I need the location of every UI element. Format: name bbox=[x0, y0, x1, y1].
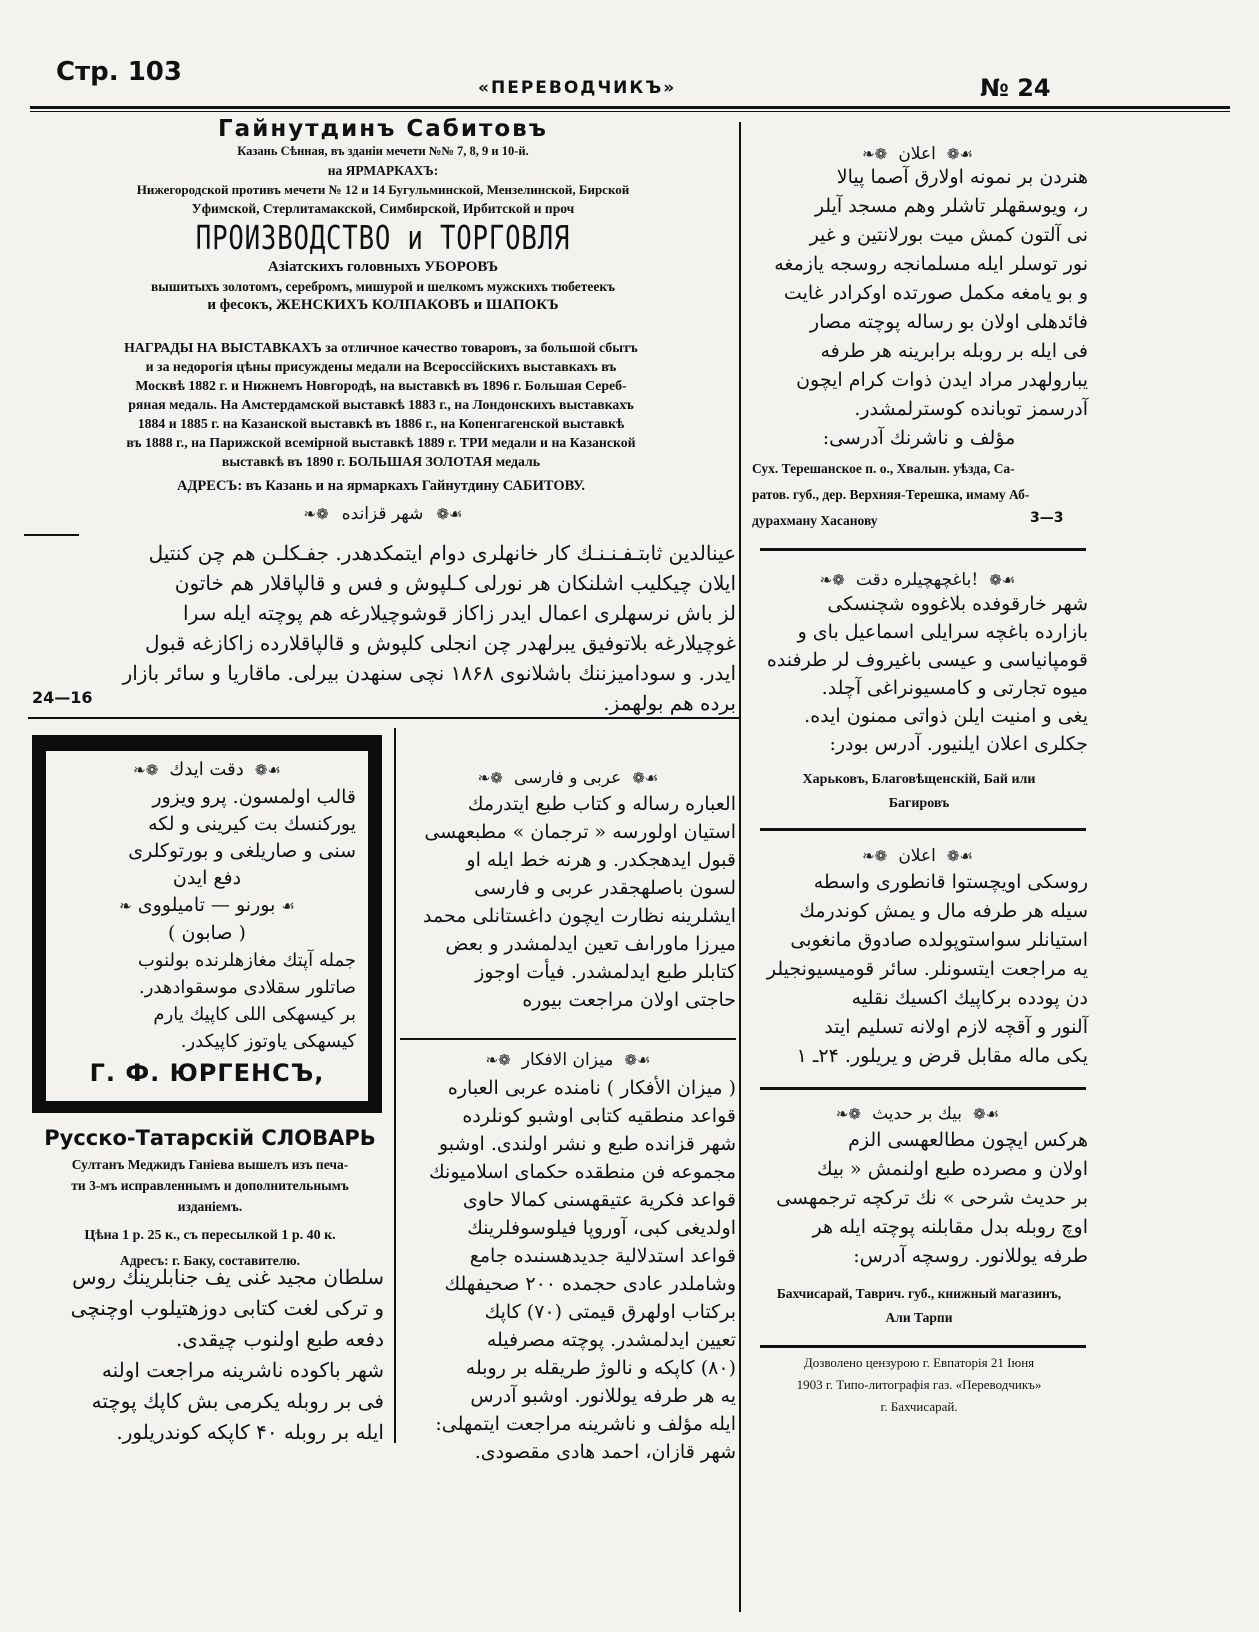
hadith-body bbox=[750, 1126, 1088, 1271]
award-line: НАГРАДЫ НА ВЫСТАВКАХЪ за отличное качество товаровъ, за большой сбытъ bbox=[124, 340, 638, 355]
elan-top-body bbox=[750, 163, 1088, 453]
arabic-persian-line: استيان اولورسه « ترجمان » مطبعهسى bbox=[424, 821, 736, 843]
award-line: 1884 и 1885 г. на Казанской выставкѣ въ 1886 г., на Копенгагенской выставкѣ bbox=[137, 416, 625, 431]
ornament-icon: ☙ bbox=[281, 897, 295, 915]
gardeners-line: بازارده باغچه سرايلى اسماعيل باى و bbox=[797, 621, 1088, 643]
sabitov-subline: вышитыхъ золотомъ, серебромъ, мишурой и шелкомъ мужскихъ тюбетеекъ bbox=[150, 279, 615, 294]
elan-bottom-line: سيله هر طرفه مال و يمش كوندرمك bbox=[799, 900, 1088, 922]
elan-bottom-heading-row bbox=[745, 842, 1090, 871]
elan-top-line: فى ايله بر روبله برابرينه هر طرفه bbox=[820, 340, 1088, 362]
gardeners-line: يغى و امنيت ايلن ذواتى ممنون ايده. bbox=[804, 705, 1088, 727]
mizan-line: تعيين ايدلمشدر. پوچته مصرفيله bbox=[486, 1329, 736, 1351]
mizan-body bbox=[404, 1074, 736, 1466]
elan-top-line: آدرسمز توبانده كوسترلمشدر. bbox=[854, 398, 1088, 420]
award-line: въ 1888 г., на Парижской всемірной выставкѣ 1889 г. ТРИ медали и на Казанской bbox=[126, 435, 636, 450]
hadith-address-line: Бахчисарай, Таврич. губ., книжный магазинъ, bbox=[776, 1286, 1062, 1301]
award-line: ряная медаль. На Амстердамской выставкѣ 1883 г., на Лондонскихъ выставкахъ bbox=[128, 397, 634, 412]
kazan-line: ايدر. و سوداميزننك باشلانوى ۱۸۶۸ نچى سنهدن بيرلى. ماقاريا و سائر بازار bbox=[122, 661, 736, 685]
ornament-icon: ❧❁ bbox=[303, 505, 329, 523]
mizan-line: بركتاب اولهرق قيمتى (۷۰) كاپك bbox=[484, 1301, 736, 1323]
elan-bottom-line: دن پودده بركاپيك اكسيك نقليه bbox=[851, 987, 1088, 1009]
jurgens-line: يوركنسك بت كيرينى و لكه bbox=[148, 813, 356, 835]
page-number-label: Стр. 103 bbox=[56, 57, 182, 87]
sabitov-name: Гайнутдинъ Сабитовъ bbox=[218, 116, 548, 142]
dictionary-ar-line: دفعه طبع اولنوب چيقدى. bbox=[175, 1327, 384, 1351]
jurgens-line: قالب اولمسون. پرو ويزور bbox=[152, 786, 356, 808]
elan-bottom-line: يكى ماله مقابل قرض و يريلور. ۲۴ـ ۱ bbox=[796, 1045, 1088, 1067]
sabitov-line: на ЯРМАРКАХЪ: bbox=[327, 163, 439, 178]
elan-bottom-body bbox=[750, 868, 1088, 1071]
ornament-icon: ❁☙ bbox=[946, 145, 973, 163]
ornament-icon: ❧❁ bbox=[485, 1051, 511, 1069]
ornament-icon: ❁☙ bbox=[989, 571, 1016, 589]
elan-top-line: و بو يامغه مكمل صورتده اوكرادر غايت bbox=[783, 282, 1088, 304]
arabic-persian-line: لسون باصلهجقدر عربى و فارسى bbox=[474, 877, 736, 899]
hadith-heading: بيك بر حديث bbox=[872, 1104, 963, 1124]
arabic-persian-line: ميرزا ماوراىف تعين ايدلمشدر و بعض bbox=[445, 933, 736, 955]
rule-hadith bbox=[760, 1345, 1086, 1348]
elan-bottom-line: روسكى اويچستوا قانطورى واسطه bbox=[813, 871, 1088, 893]
sabitov-line: Нижегородской противъ мечети № 12 и 14 Бугульминской, Мензелинской, Бирской bbox=[136, 182, 630, 197]
elan-top-line: فائدهلى اولان بو رساله پوچته مصار bbox=[809, 311, 1088, 333]
hadith-address-line: Али Тарпи bbox=[885, 1310, 953, 1325]
elan-top-author-label: مؤلف و ناشرنك آدرسى: bbox=[822, 427, 1016, 449]
jurgens-product-sub: ( صابون ) bbox=[168, 922, 246, 944]
jurgens-ad-frame bbox=[32, 735, 382, 1113]
arabic-persian-body bbox=[404, 790, 736, 1014]
jurgens-heading-row bbox=[46, 755, 368, 784]
dictionary-ar-line: شهر باكوده ناشرينه مراجعت اولنه bbox=[101, 1358, 384, 1382]
ornament-icon: ❧❁ bbox=[835, 1105, 861, 1123]
elan-top-address-line: дурахману Хасанову bbox=[752, 513, 878, 528]
gardeners-address bbox=[750, 768, 1088, 816]
kazan-line: ايلان چيكليب اشلنكان هر نورلى كـلپوش و فس و قالپاقلار هم خاتون bbox=[174, 571, 736, 595]
ornament-icon: ❧ bbox=[119, 897, 132, 915]
dictionary-ar-line: ايله بر روبله ۴۰ كاپكه كوندريلور. bbox=[116, 1420, 384, 1444]
elan-top-line: نى آلتون كمش ميت بورلانتين و غير bbox=[809, 224, 1088, 246]
award-line: и за недорогія цѣны присуждены медали на Всероссійскихъ выставкахъ въ bbox=[145, 359, 617, 374]
ornament-icon: ❧❁ bbox=[477, 769, 503, 787]
kazan-notice-heading: شهر قزانده bbox=[341, 504, 424, 524]
jurgens-product: بورنو — تاميلووى bbox=[137, 894, 276, 916]
arabic-persian-line: العباره رساله و كتاب طبع ايتدرمك bbox=[467, 793, 736, 815]
ornament-icon: ❧❁ bbox=[862, 145, 888, 163]
kazan-notice-body bbox=[30, 538, 736, 718]
jurgens-ad-panel bbox=[46, 751, 368, 1101]
ornament-icon: ❁☙ bbox=[946, 847, 973, 865]
mizan-line: قواعد منطقيه كتابى اوشبو كونلرده bbox=[462, 1105, 736, 1127]
gardeners-heading: باغچهچيلره دقت! bbox=[855, 570, 979, 590]
mizan-line: اولديغى كبى، آوروپا فيلوسوفلرينك bbox=[467, 1217, 736, 1239]
gardeners-line: جكلرى اعلان ايلنيور. آدرس بودر: bbox=[829, 733, 1088, 755]
sabitov-headline: ПРОИЗВОДСТВО и ТОРГОВЛЯ bbox=[195, 218, 571, 257]
censor-line: г. Бахчисарай. bbox=[880, 1399, 958, 1414]
hadith-line: بر حديث شرحى » نك تركچه ترجمهسى bbox=[776, 1187, 1088, 1209]
sabitov-subline: Азіатскихъ головныхъ УБОРОВЪ bbox=[267, 259, 499, 275]
mizan-heading: ميزان الافكار bbox=[521, 1050, 614, 1070]
mizan-line: وشاملدر عادى حجمده ۲۰۰ صحيفهلك bbox=[444, 1273, 736, 1295]
arabic-persian-heading-row bbox=[398, 764, 738, 793]
dictionary-ar-line: و تركى لغت كتابى دوزهتيلوب اوچنچى bbox=[70, 1296, 384, 1320]
sabitov-ad bbox=[28, 112, 738, 315]
elan-top-number: 3—3 bbox=[1030, 510, 1064, 526]
ornament-icon: ❁☙ bbox=[624, 1051, 651, 1069]
arabic-persian-line: ايشلرينه نظارت ايچون داغستانلى محمد bbox=[423, 905, 736, 927]
masthead-rule bbox=[30, 106, 1230, 109]
elan-top-heading: اعلان bbox=[898, 144, 936, 164]
rule-stub bbox=[24, 534, 79, 536]
column-rule-middle bbox=[394, 728, 396, 1443]
gardeners-line: شهر خارقوفده بلاغووه شچنسكى bbox=[827, 593, 1088, 615]
ornament-icon: ❁☙ bbox=[973, 1105, 1000, 1123]
jurgens-product-row bbox=[46, 892, 368, 920]
sabitov-line: Казань Сѣнная, въ зданіи мечети №№ 7, 8, 9 и 10-й. bbox=[237, 144, 529, 158]
dictionary-line: ти 3-мъ исправленнымъ и дополнительнымъ bbox=[71, 1178, 349, 1193]
kazan-notice-heading-row bbox=[28, 500, 738, 529]
gardeners-line: ميوه تجارتى و كامسيونراغى آچلد. bbox=[821, 677, 1088, 699]
jurgens-line: بر كيسهكى اللى كاپيك يارم bbox=[153, 1004, 356, 1025]
arabic-persian-line: حاجتى اولان مراجعت بيوره bbox=[522, 989, 736, 1011]
sabitov-address: АДРЕСЪ: въ Казань и на ярмаркахъ Гайнутдину САБИТОВУ. bbox=[176, 478, 586, 494]
elan-top-line: نور توسلر ايله مسلمانجه روسجه يازمغه bbox=[774, 253, 1088, 275]
ornament-icon: ❧❁ bbox=[133, 761, 159, 779]
mizan-line: شهر قزانده طبع و نشر اولندى. اوشبو bbox=[438, 1133, 736, 1155]
dictionary-title: Русско-Татарскій СЛОВАРЬ bbox=[44, 1126, 376, 1150]
elan-top-line: يبارولهدر مراد ايدن ذوات كرام ايچون bbox=[796, 369, 1088, 391]
ornament-icon: ❧❁ bbox=[862, 847, 888, 865]
jurgens-line: دفع ايدن bbox=[172, 867, 242, 889]
hadith-line: طرفه يوللانور. روسچه آدرس: bbox=[853, 1245, 1088, 1267]
mizan-line: (۸۰) كاپكه و نالوژ طريقله بر روبله bbox=[465, 1357, 736, 1379]
kazan-line: برده هم بولهمز. bbox=[603, 691, 736, 715]
elan-top-address-line: ратов. губ., дер. Верхняя-Терешка, имаму Аб- bbox=[752, 487, 1030, 502]
dictionary-price: Цѣна 1 р. 25 к., съ пересылкой 1 р. 40 к. bbox=[84, 1228, 336, 1243]
jurgens-line: سنى و صاريلغى و بورتوكلرى bbox=[128, 840, 356, 862]
arabic-persian-line: قبول ايدهجكدر. و هرنه خط ايله او bbox=[466, 849, 736, 871]
ornament-icon: ❁☙ bbox=[436, 505, 463, 523]
hadith-heading-row bbox=[745, 1100, 1090, 1129]
mizan-line: ايله مؤلف و ناشرينه مراجعت ايتمهلى: bbox=[435, 1413, 736, 1435]
jurgens-brand: Г. Ф. ЮРГЕНСЪ, bbox=[89, 1059, 325, 1087]
dictionary-ar-line: فى بر روبله يكرمى بش كاپك پوچته bbox=[91, 1389, 384, 1413]
elan-top-line: ر، ويوسقهلر تاشلر وهم مسجد آيلر bbox=[814, 195, 1088, 217]
censor-note bbox=[750, 1352, 1088, 1418]
jurgens-body-2 bbox=[46, 947, 368, 1055]
gardeners-address-line: Багировъ bbox=[888, 796, 950, 811]
issue-number: № 24 bbox=[980, 74, 1051, 102]
censor-line: Дозволено цензурою г. Евпаторія 21 Іюня bbox=[803, 1355, 1035, 1370]
hadith-line: هركس ايچون مطالعهسى الزم bbox=[848, 1129, 1088, 1151]
ornament-icon: ❁☙ bbox=[632, 769, 659, 787]
rule-arabic-persian bbox=[400, 1038, 736, 1040]
sabitov-subline: и фесокъ, ЖЕНСКИХЪ КОЛПАКОВЪ и ШАПОКЪ bbox=[207, 297, 559, 313]
mizan-heading-row bbox=[398, 1046, 738, 1075]
kazan-line: لز باش نرسهلرى اعمال ايدر زاكاز قوشوچيلارغه هم پوچته ايله سرا bbox=[183, 601, 736, 625]
gardeners-body bbox=[750, 590, 1088, 758]
elan-top-address-line: Сух. Терешанское п. о., Хвалын. уѣзда, Са- bbox=[752, 461, 1015, 476]
jurgens-line: جمله آپتك مغازهلرنده بولنوب bbox=[137, 950, 356, 971]
mizan-line: مجموعه فن منطقده حكماى اسلاميونك bbox=[429, 1161, 736, 1183]
rule-elan-bottom bbox=[760, 1087, 1086, 1090]
jurgens-heading: دقت ايدك bbox=[169, 759, 244, 780]
jurgens-body bbox=[46, 784, 368, 892]
hadith-address bbox=[750, 1282, 1088, 1330]
elan-bottom-heading: اعلان bbox=[898, 846, 936, 866]
award-line: выставкѣ въ 1890 г. БОЛЬШАЯ ЗОЛОТАЯ медаль bbox=[221, 454, 541, 469]
mizan-line: قواعد فكرية عتيقهسنى كمالا حاوى bbox=[462, 1189, 736, 1211]
arabic-persian-heading: عربى و فارسى bbox=[513, 768, 622, 788]
mizan-line: يه هر طرفه يوللانور. اوشبو آدرس bbox=[470, 1385, 736, 1407]
sabitov-line: Уфимской, Стерлитамакской, Симбирской, Ирбитской и проч bbox=[191, 201, 575, 216]
gardeners-line: قومپانياسى و عيسى باغيروف لر طرفنده bbox=[766, 649, 1088, 671]
jurgens-line: كيسهكى ياوتوز كاپيكدر. bbox=[180, 1031, 356, 1052]
kazan-line: عينالدين ثابتـفـنـنـك كار خانهلرى دوام ايتمكدهدر. جفـكلـن هم چن كنتيل bbox=[148, 541, 736, 565]
dictionary-line: изданіемъ. bbox=[177, 1199, 243, 1214]
gardeners-address-line: Харьковъ, Благовѣщенскій, Бай или bbox=[802, 772, 1036, 787]
sabitov-awards bbox=[28, 338, 734, 496]
censor-line: 1903 г. Типо-литографія газ. «Переводчикъ» bbox=[796, 1377, 1042, 1392]
elan-bottom-line: استيانلر سواستوپولده صادوق مانغوبى bbox=[790, 929, 1088, 951]
kazan-line: غوچيلارغه بلاتوفيق يبرلهدر چن انجلى كلپوش و قالپاقلارده زاكازغه قبول bbox=[145, 631, 736, 655]
award-line: Москвѣ 1882 г. и Нижнемъ Новгородѣ, на выставкѣ въ 1896 г. Большая Сереб- bbox=[135, 378, 627, 393]
elan-bottom-line: آلنور و آقچه لازم اولانه تسليم ايتد bbox=[824, 1016, 1088, 1038]
dictionary-line: Султанъ Меджидъ Ганіева вышелъ изъ печа- bbox=[71, 1157, 349, 1172]
newspaper-title: «ПЕРЕВОДЧИКЪ» bbox=[478, 78, 677, 98]
rule-gardeners bbox=[760, 828, 1086, 831]
dictionary-ad bbox=[30, 1122, 390, 1271]
mizan-line: شهر قازان، احمد هادى مقصودى. bbox=[474, 1441, 736, 1463]
elan-bottom-line: يه مراجعت ايتسونلر. سائر قوميسيونجيلر bbox=[766, 958, 1088, 980]
ornament-icon: ❧❁ bbox=[819, 571, 845, 589]
rule-elan-top bbox=[760, 548, 1086, 551]
hadith-line: اوچ روبله بدل مقابلنه پوچته ايله هر bbox=[812, 1216, 1088, 1238]
jurgens-line: صاتلور سقلادى موسقوادهدر. bbox=[138, 977, 356, 998]
hadith-line: اولان و مصرده طبع اولنمش « بيك bbox=[816, 1158, 1088, 1180]
mizan-line: قواعد استدلالية جديدهسنىده جامع bbox=[469, 1245, 736, 1267]
dictionary-address: Адресъ: г. Баку, составителю. bbox=[120, 1253, 300, 1268]
dictionary-ar-body bbox=[34, 1262, 384, 1448]
arabic-persian-line: كتابلر طبع ايدلمشدر. فيأت اوجوز bbox=[475, 961, 736, 983]
elan-top-line: هنردن بر نمونه اولارق آصما پيالا bbox=[836, 166, 1088, 188]
column-rule-right bbox=[739, 122, 741, 1612]
dictionary-ar-line: سلطان مجيد غنى يف جنابلرينك روس bbox=[72, 1265, 384, 1289]
mizan-line: ( ميزان الأفكار ) نامنده عربى العباره bbox=[447, 1077, 736, 1099]
ornament-icon: ❁☙ bbox=[254, 761, 281, 779]
kazan-notice-number: 24—16 bbox=[32, 688, 93, 707]
